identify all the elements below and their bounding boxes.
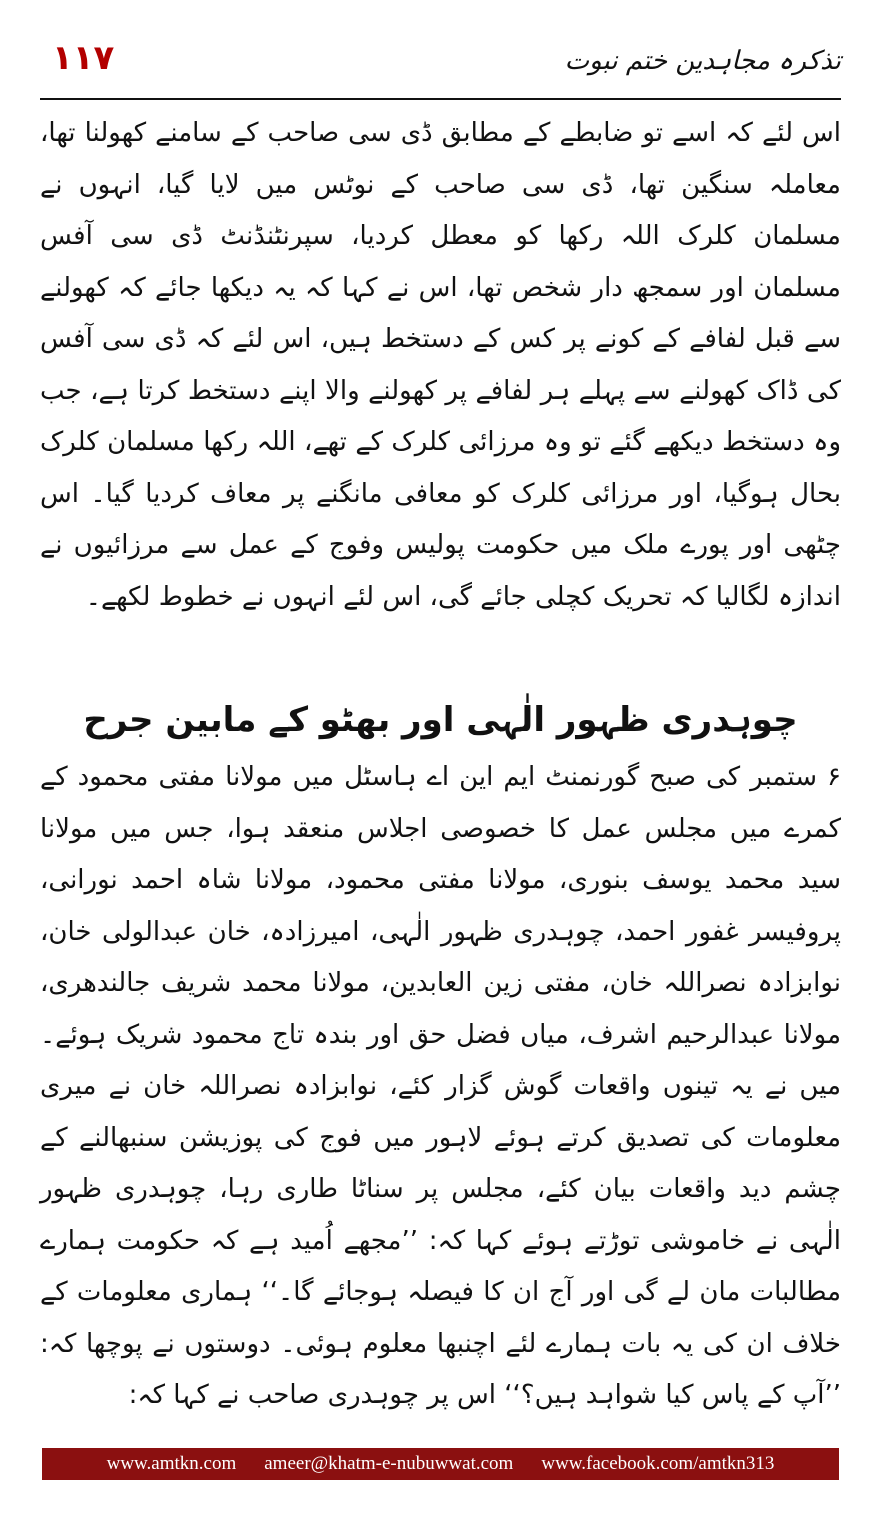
footer-bar — [42, 1448, 839, 1480]
footer-website-link[interactable]: www.amtkn.com — [106, 1453, 237, 1474]
header-divider — [40, 98, 841, 100]
book-title: تذکرہ مجاہدین ختم نبوت — [564, 46, 841, 76]
footer-email-link[interactable]: ameer@khatm-e-nubuwwat.com — [264, 1453, 514, 1474]
section-heading: چوہدری ظہور الٰہی اور بھٹو کے مابین جرح — [83, 700, 798, 740]
footer-facebook-link[interactable]: www.facebook.com/amtkn313 — [541, 1453, 775, 1474]
body-text-section-2 — [40, 752, 841, 1422]
page-number: ۱۱۷ — [52, 38, 115, 78]
paragraph: ۶ ستمبر کی صبح گورنمنٹ ایم این اے ہاسٹل میں مولانا مفتی محمود کے کمرے میں مجلس عمل کا خصوصی اجلاس منعقد ہوا، جس میں مولانا سید محمد یوسف بنوری، مولانا مفتی محمود، مولانا شاہ احمد نورانی، پروفیسر غفور احمد، چوہدری ظہور الٰہی، امیرزادہ، خان عبدالولی خان، نوابزادہ نصراللہ خان، مفتی زین العابدین، مولانا محمد شریف جالندھری، مولانا عبدالرحیم اشرف، میاں فضل حق اور بندہ تاج محمود شریک ہوئے۔ میں نے یہ تینوں واقعات گوش گزار کئے، نوابزادہ نصراللہ خان نے میری معلومات کی تصدیق کرتے ہوئے لاہور میں فوج کی پوزیشن سنبھالنے کے چشم دید واقعات بیان کئے، مجلس پر سناٹا طاری رہا، چوہدری ظہور الٰہی نے خاموشی توڑتے ہوئے کہا کہ: ’’مجھے اُمید ہے کہ حکومت ہمارے مطالبات مان لے گی اور آج ان کا فیصلہ ہوجائے گا۔‘‘ ہماری معلومات کے خلاف ان کی یہ بات ہمارے لئے اچنبھا معلوم ہوئی۔ دوستوں نے پوچھا کہ: ’’آپ کے پاس کیا شواہد ہیں؟‘‘ اس پر چوہدری صاحب نے کہا کہ: — [40, 762, 841, 1410]
body-text-section-1 — [40, 108, 841, 623]
paragraph: اس لئے کہ اسے تو ضابطے کے مطابق ڈی سی صاحب کے سامنے کھولنا تھا، معاملہ سنگین تھا، ڈی سی صاحب کے نوٹس میں لایا گیا، انہوں نے مسلمان کلرک اللہ رکھا کو معطل کردیا، سپرنٹنڈنٹ ڈی سی آفس مسلمان اور سمجھ دار شخص تھا، اس نے کہا کہ یہ دیکھا جائے کہ کھولنے سے قبل لفافے کے کونے پر کس کے دستخط ہیں، اس لئے کہ ڈی سی آفس کی ڈاک کھولنے سے پہلے ہر لفافے پر کھولنے والا اپنے دستخط کرتا ہے، جب وہ دستخط دیکھے گئے تو وہ مرزائی کلرک کے تھے، اللہ رکھا مسلمان کلرک بحال ہوگیا، اور مرزائی کلرک کو معافی مانگنے پر معاف کردیا گیا۔ اس چٹھی اور پورے ملک میں حکومت پولیس وفوج کے عمل سے مرزائیوں نے اندازہ لگالیا کہ تحریک کچلی جائے گی، اس لئے انہوں نے خطوط لکھے۔ — [40, 118, 841, 612]
